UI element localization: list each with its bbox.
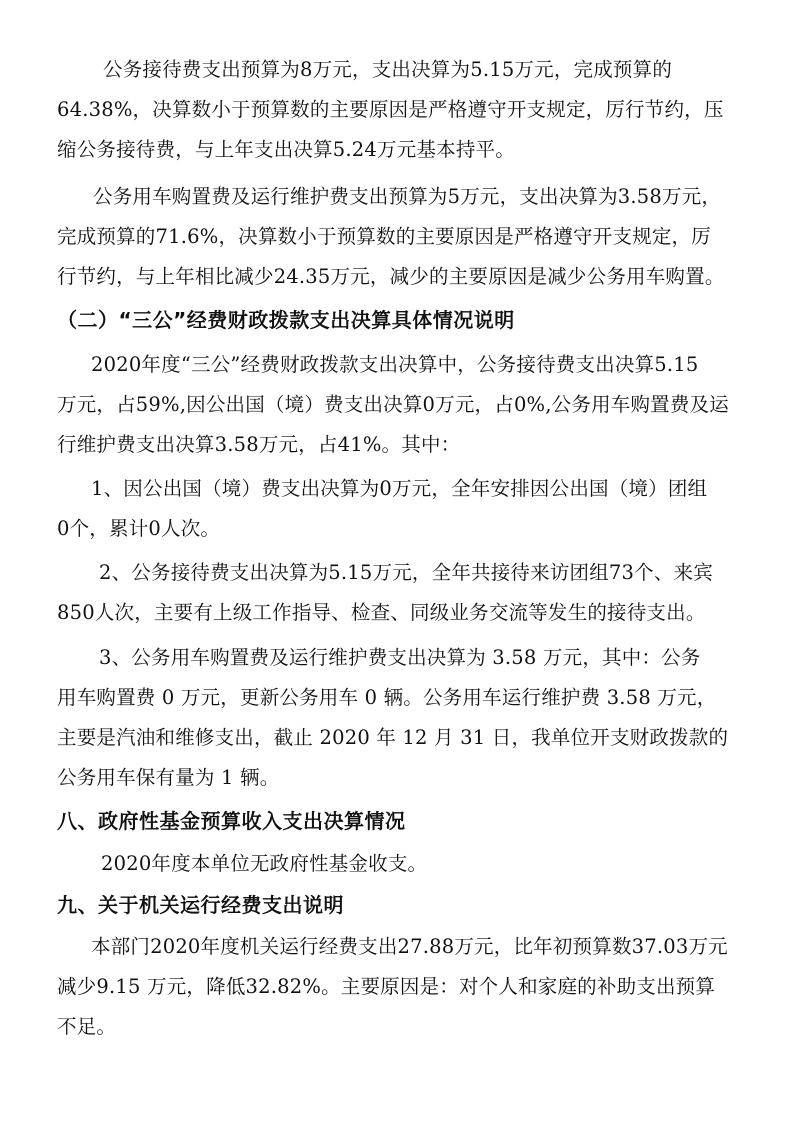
paragraph-line: 0个，累计0人次。 [57, 517, 221, 540]
paragraph-line: 公务用车购置费及运行维护费支出预算为5万元，支出决算为3.58万元， [93, 185, 722, 208]
paragraph-line: 2020年度“三公”经费财政拨款支出决算中，公务接待费支出决算5.15 [91, 353, 699, 376]
paragraph-line: 2020年度本单位无政府性基金收支。 [101, 852, 428, 875]
paragraph-line: 万元，占59%,因公出国（境）费支出决算0万元，占0%,公务用车购置费及运 [57, 393, 729, 416]
paragraph-line: 行节约，与上年相比减少24.35万元，减少的主要原因是减少公务用车购置。 [57, 265, 725, 288]
paragraph-line: 公务用车保有量为 1 辆。 [57, 766, 280, 789]
paragraph-line: 64.38%，决算数小于预算数的主要原因是严格遵守开支规定，厉行节约，压 [57, 98, 724, 121]
paragraph-line: 3、公务用车购置费及运行维护费支出决算为 3.58 万元，其中：公务 [99, 646, 701, 669]
section-heading: 八、政府性基金预算收入支出决算情况 [57, 809, 406, 833]
paragraph-line: 完成预算的71.6%，决算数小于预算数的主要原因是严格遵守开支规定，厉 [57, 225, 711, 248]
paragraph-line: 减少9.15 万元，降低32.82%。主要原因是：对个人和家庭的补助支出预算 [57, 975, 716, 998]
paragraph-line: 行维护费支出决算3.58万元，占41%。其中： [57, 433, 461, 456]
paragraph-line: 公务接待费支出预算为8万元，支出决算为5.15万元，完成预算的 [103, 58, 673, 81]
paragraph-line: 1、因公出国（境）费支出决算为0万元，全年安排因公出国（境）团组 [91, 477, 708, 500]
paragraph-line: 2、公务接待费支出决算为5.15万元，全年共接待来访团组73个、来宾 [99, 561, 713, 584]
paragraph-line: 850人次，主要有上级工作指导、检查、同级业务交流等发生的接待支出。 [57, 601, 706, 624]
paragraph-line: 缩公务接待费，与上年支出决算5.24万元基本持平。 [57, 138, 515, 161]
paragraph-line: 本部门2020年度机关运行经费支出27.88万元，比年初预算数37.03万元 [91, 935, 728, 958]
section-heading: 九、关于机关运行经费支出说明 [57, 893, 344, 917]
paragraph-line: 用车购置费 0 万元，更新公务用车 0 辆。公务用车运行维护费 3.58 万元， [57, 686, 717, 709]
paragraph-line: 不足。 [57, 1015, 117, 1038]
section-heading: （二）“三公”经费财政拨款支出决算具体情况说明 [57, 308, 515, 332]
paragraph-line: 主要是汽油和维修支出，截止 2020 年 12 月 31 日，我单位开支财政拨款的 [57, 726, 729, 749]
